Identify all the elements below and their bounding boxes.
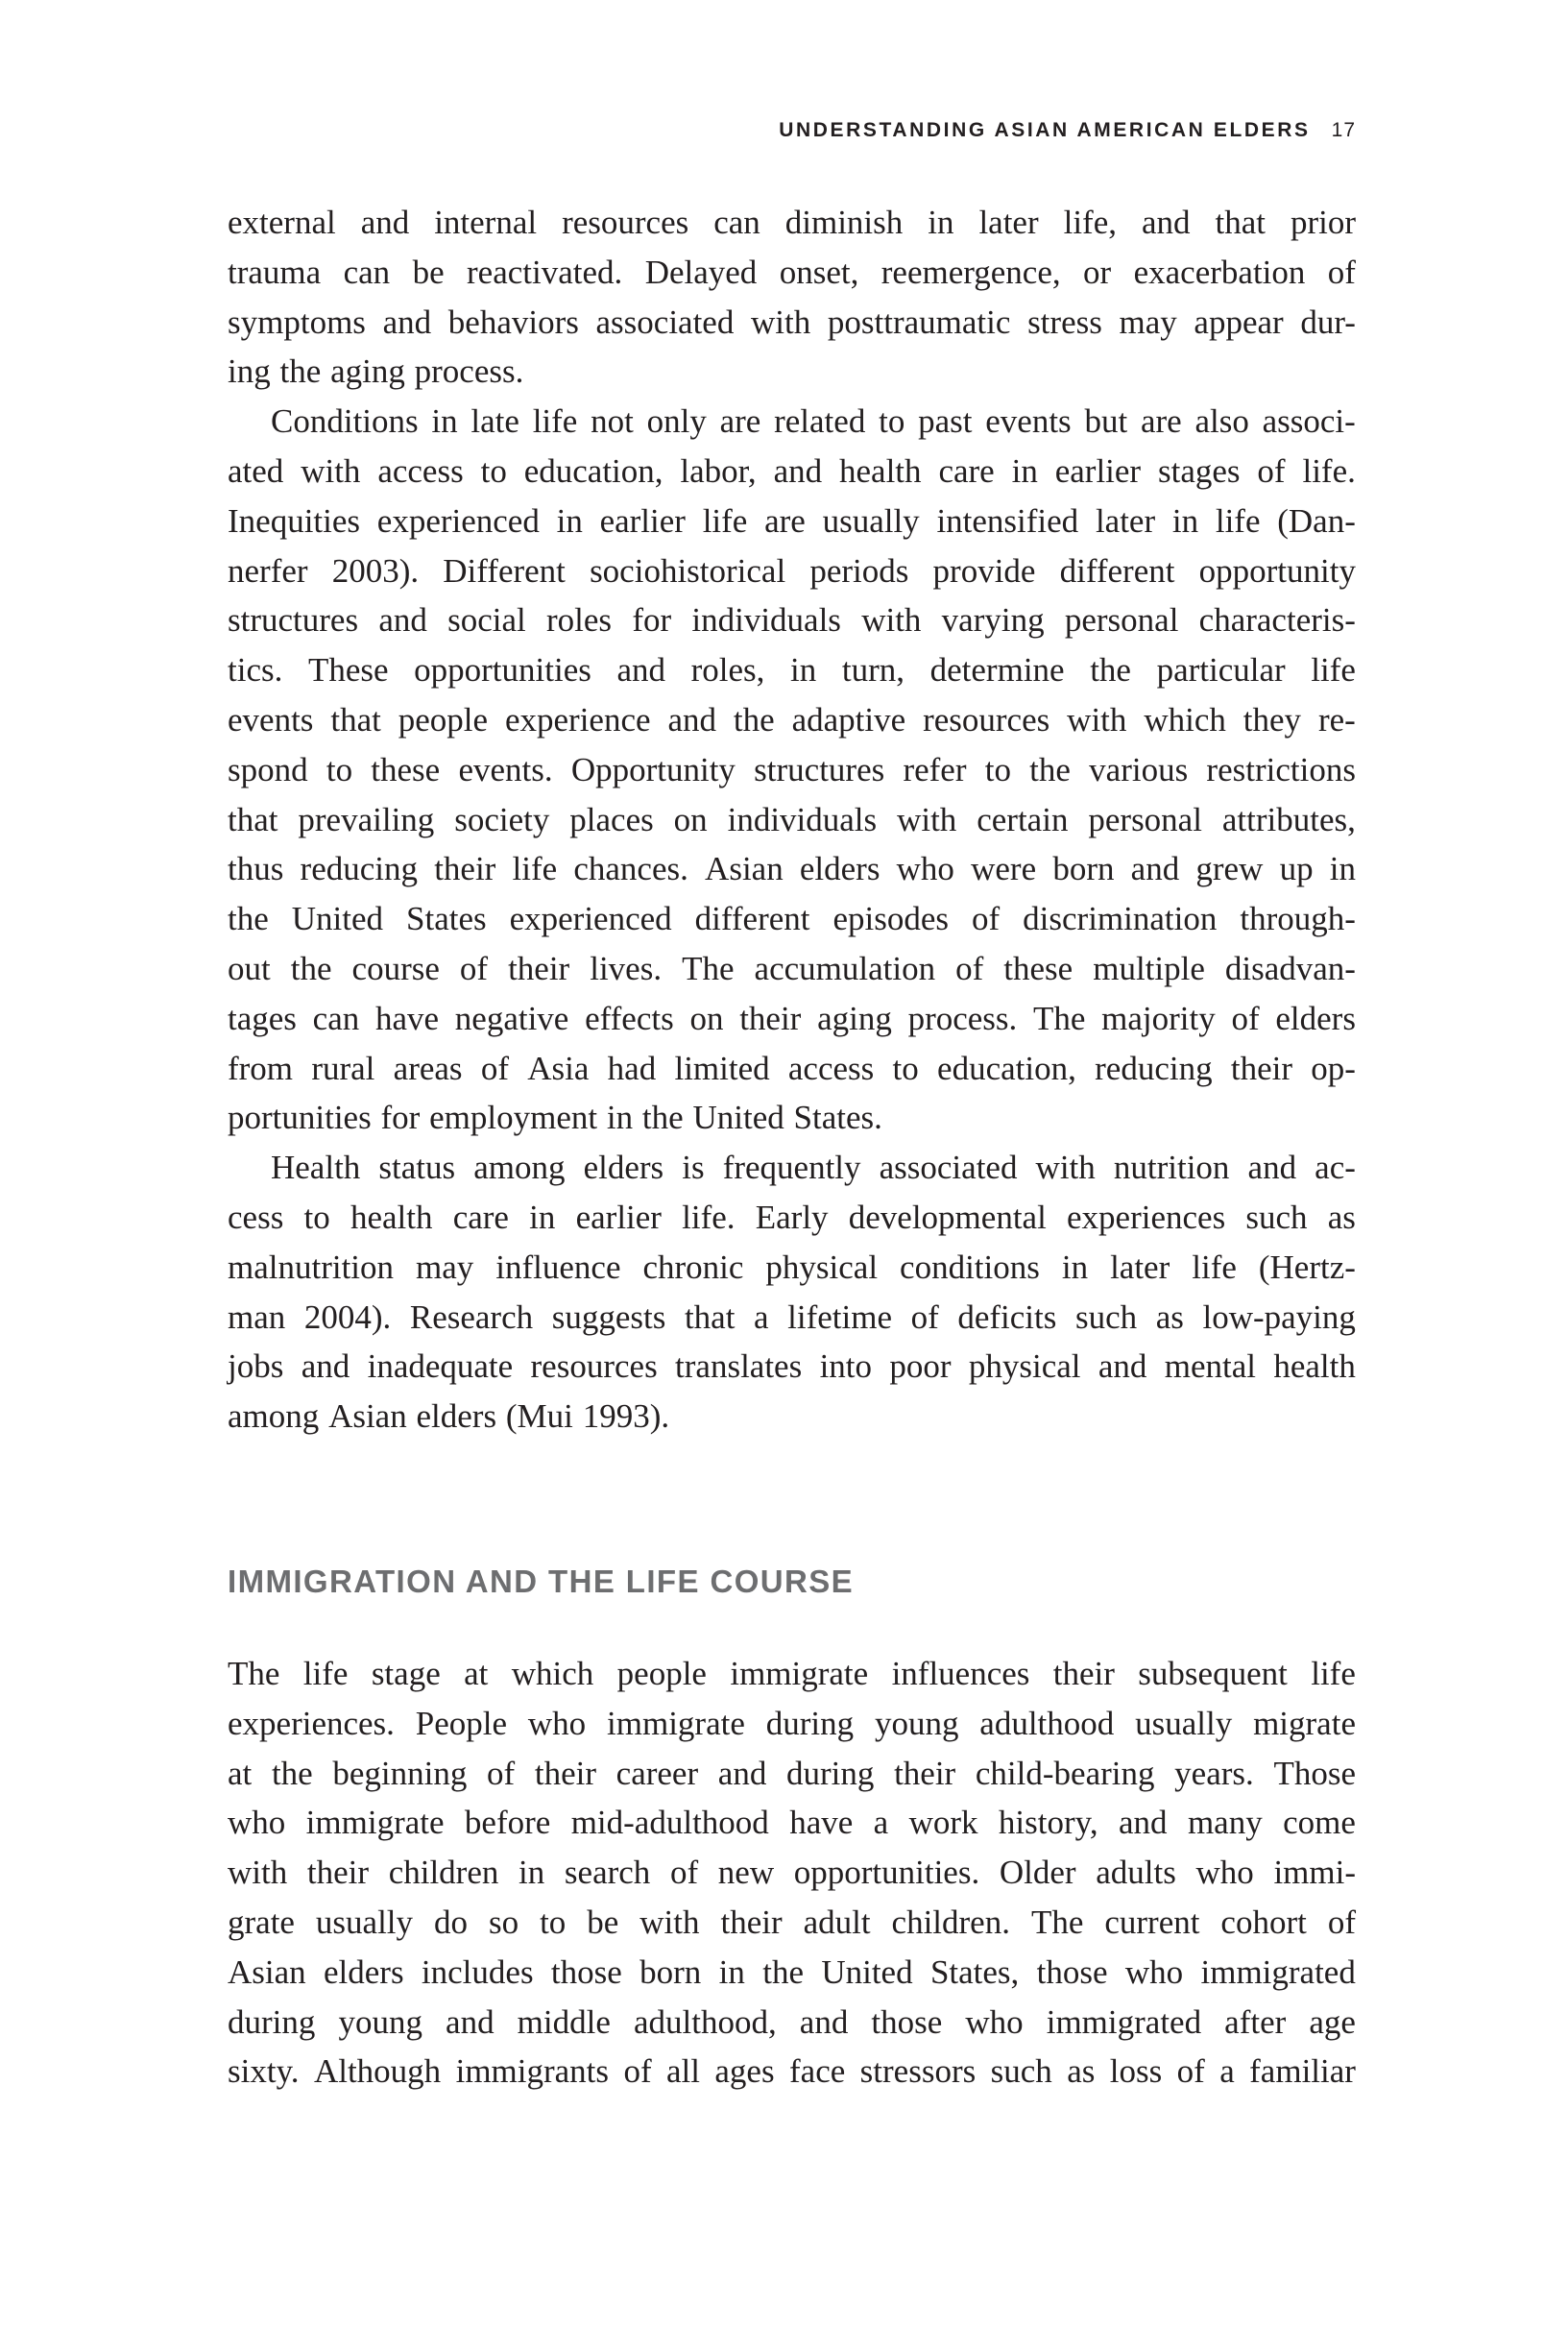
text-line: Asian elders includes those born in the United States, those who immigrated — [228, 1952, 1356, 1991]
text-line: structures and social roles for individuals with varying personal characteris- — [228, 601, 1356, 640]
text-line: the United States experienced different episodes of discrimination through- — [228, 900, 1356, 938]
text-line: nerfer 2003). Different sociohistorical periods provide different opportunity — [228, 551, 1356, 590]
paragraph — [228, 198, 1356, 397]
text-line: during young and middle adulthood, and those who immigrated after age — [228, 2002, 1356, 2041]
text-line: cess to health care in earlier life. Early developmental experiences such as — [228, 1198, 1356, 1236]
text-line: who immigrate before mid-adulthood have a work history, and many come — [228, 1804, 1356, 1842]
body-text-bottom — [228, 1649, 1356, 2097]
section-heading: IMMIGRATION AND THE LIFE COURSE — [228, 1564, 855, 1599]
text-line: spond to these events. Opportunity structures refer to the various restrictions — [228, 750, 1356, 788]
text-line: that prevailing society places on individuals with certain personal attributes, — [228, 800, 1356, 838]
text-line: ing the aging process. — [228, 352, 524, 391]
text-line: with their children in search of new opportunities. Older adults who immi- — [228, 1854, 1356, 1892]
text-line: jobs and inadequate resources translates into poor physical and mental health — [228, 1347, 1356, 1386]
running-head — [0, 119, 1356, 142]
paragraph — [228, 1649, 1356, 2097]
text-line: grate usually do so to be with their adult children. The current cohort of — [228, 1903, 1356, 1941]
text-line: Inequities experienced in earlier life are usually intensified later in life (Dan- — [228, 501, 1356, 540]
text-line: from rural areas of Asia had limited access to education, reducing their op- — [228, 1049, 1356, 1087]
paragraph — [228, 397, 1356, 1143]
text-line: tics. These opportunities and roles, in turn, determine the particular life — [228, 651, 1356, 690]
page-number: 17 — [1331, 119, 1356, 141]
running-head-title: UNDERSTANDING ASIAN AMERICAN ELDERS — [779, 119, 1311, 141]
body-text-top — [228, 198, 1356, 1442]
text-line: malnutrition may influence chronic physical conditions in later life (Hertz- — [228, 1248, 1356, 1286]
text-line: among Asian elders (Mui 1993). — [228, 1397, 670, 1436]
text-line: trauma can be reactivated. Delayed onset, reemergence, or exacerbation of — [228, 253, 1356, 291]
text-line: at the beginning of their career and during their child-bearing years. Those — [228, 1754, 1356, 1792]
text-line: symptoms and behaviors associated with posttraumatic stress may appear dur- — [228, 303, 1356, 341]
text-line: Conditions in late life not only are related to past events but are also associ- — [271, 402, 1356, 441]
text-line: tages can have negative effects on their aging process. The majority of elders — [228, 999, 1356, 1037]
text-line: man 2004). Research suggests that a lifetime of deficits such as low-paying — [228, 1297, 1356, 1336]
text-line: sixty. Although immigrants of all ages face stressors such as loss of a familiar — [228, 2052, 1356, 2091]
text-line: Health status among elders is frequently associated with nutrition and ac- — [271, 1149, 1356, 1187]
text-line: out the course of their lives. The accumulation of these multiple disadvan- — [228, 949, 1356, 987]
paragraph — [228, 1143, 1356, 1442]
text-line: thus reducing their life chances. Asian elders who were born and grew up in — [228, 850, 1356, 888]
text-line: ated with access to education, labor, and health care in earlier stages of life. — [228, 451, 1356, 490]
text-line: portunities for employment in the United States. — [228, 1099, 882, 1137]
text-line: The life stage at which people immigrate influences their subsequent life — [228, 1655, 1356, 1692]
text-line: events that people experience and the adaptive resources with which they re- — [228, 700, 1356, 739]
text-line: external and internal resources can diminish in later life, and that prior — [228, 204, 1356, 241]
text-line: experiences. People who immigrate during young adulthood usually migrate — [228, 1704, 1356, 1742]
